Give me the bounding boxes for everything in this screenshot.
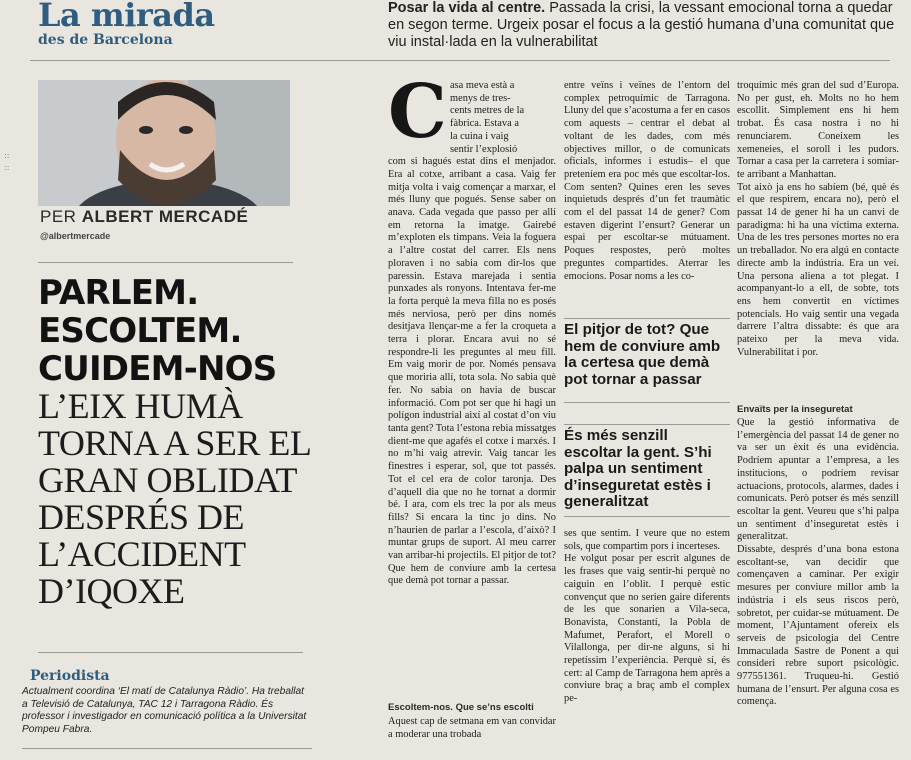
headline-bold-line: CUIDEM-NOS xyxy=(38,349,277,389)
pullquote-1: El pitjor de tot? Que hem de conviure amb la certesa que demà pot tornar a passar xyxy=(564,321,721,388)
kicker xyxy=(388,0,898,51)
body-column-1-continued: Aquest cap de setmana em van convidar a moderar una trobada xyxy=(388,716,556,740)
subhead-escoltem: Escoltem-nos. Que se’ns escolti xyxy=(388,702,534,713)
pullquote-rule xyxy=(564,424,730,425)
bio-rule xyxy=(38,652,303,653)
gutter-marks: :: :: xyxy=(4,151,10,172)
body-column-3: troquímic més gran del sud d’Europa. No per gust, eh. Molts no ho hem escollit. Simplement ens hi hem trobat. És casa nostra i no hi renunciarem. Coneixem les xemeneies, el soroll i les pudors. Tornar a casa per la carretera i somiar-te arribant a Manhattan. Tot això ja ens ho sabíem (bé, què és el que respirem, encara no), però el passat 14 de gener hi ha un canvi de paradigma: hi ha una víctima externa. Una de les tres persones mortes no era un treballador. No era algú en contacte directe amb la indústria. Era un veí. Una persona aliena a tot plegat. I acompanyant-lo a ell, de sobte, tots ens hem convertit en víctimes potencials. Ho vaig sentir una vegada darrere l’altra dissabte: és que ara pateixo per la meva vida. Vulnerabilitat i por. xyxy=(737,80,899,358)
body-text: com si hagués estat dins el menjador. Era al cotxe, arribant a casa. Vaig fer mitja volta i vaig començar a marxar, el més lluny que pogués. Sense saber on anava. Cada vegada que passo per allí em retorna la imatge. Gairebé m’exploten els timpans. Veia la foguera a l’altre costat del carrer. Els nens ploraven i no sabia com dir-los que paressin. Estava marejada i sentia punxades als ronyons. Intentava fer-me la forta perquè la meva filla no es posés més nerviosa, però per dins només desitjava llençar-me a fer la croqueta a terra i plorar. Encara avui no sé respondre-li les preguntes al meu fill. Em vaig morir de por. Només pensava que moriria allí, tota sola. No sabia què fer. No sabia on havia de buscar informació. Com pot ser que hi hagi un polígon industrial així al costat d’on viu tanta gent? Tota l’estona rebia missatges dient-me que agafés el cotxe i marxés. I no m’hi vaig atrevir. Vaig tancar les finestres i esperar, sol, que tot passés. Tot el cel era de color taronja. Des d’aquell dia que no he tornat a dormir bé. I ara, com els trec la por als meus fills? Si encara la tinc jo dins. No n’haurien de parlar a l’escola, d’això? I muntar grups de suport. Al meu carrer van arribar-hi projectils. El pitjor de tot? Que hem de conviure amb la certesa que demà pot tornar a passar. xyxy=(388,156,557,587)
body-column-3-continued: Que la gestió informativa de l’emergència del passat 14 de gener no va ser un èxit és una evidència. Podríem apuntar a l’empresa, a les institucions, o podríem revisar actuacions, protocols, alarmes, dades i comunicats. Però potser és més senzill escoltar la gent. Veureu que s’hi palpa un sentiment d’inseguretat estès i generalitzat. Dissabte, després d’una bona estona escoltant-se, van decidir que començaven a caminar. Per exigir mesures per conviure millor amb la indústria i els seus riscos però, sobretot, per cuidar-se mútuament. De moment, l’Ajuntament ofereix els serveis de psicologia del Centre Immaculada Sastre de Ponent a qui consideri rebre suport psicològic. 977551361. Truqueu-hi. Gestió humana de l’ensurt. Per alguna cosa es comença. xyxy=(737,417,899,708)
body-column-2-continued: ses que sentim. I veure que no estem sols, que compartim pors i incerteses. He volgut posar per escrit algunes de les frases que vaig sentir-hi perquè no caiguin en l’oblit. I perquè estic convençut que no serien gaire diferents de les que sonarien a Vila-seca, Bonavista, Constantí, la Pobla de Mafumet, Perafort, el Morell o Vilallonga, per dir-ne alguns, si hi repetíssim l’experiència. Perquè sí, és cert: al Camp de Tarragona hem après a conviure braç a braç amb el complex pe- xyxy=(564,528,730,705)
pullquote-rule xyxy=(564,318,730,319)
pullquote-rule xyxy=(564,516,730,517)
author-byline xyxy=(40,207,248,227)
headline-light-line: TORNA A SER EL xyxy=(38,423,312,463)
header-rule xyxy=(30,60,890,61)
section-subtitle: des de Barcelona xyxy=(38,32,173,48)
pullquote-rule xyxy=(564,402,730,403)
bio-title: Periodista xyxy=(30,668,110,684)
kicker-lead: Posar la vida al centre. xyxy=(388,0,546,16)
headline-bold-line: ESCOLTEM. xyxy=(38,311,242,351)
bio-text: Actualment coordina ‘El matí de Catalunya Ràdio’. Ha treballat a Televisió de Catalunya, TAC 12 i Tarragona Ràdio. És professor i investigador en comunicació política a la Universitat Pompeu Fabra. xyxy=(22,686,307,735)
author-photo xyxy=(38,80,290,206)
dropcap-lines: asa meva està a menys de tres- cents metres de la fàbrica. Estava a la cuina i vaig sentir l’explosió xyxy=(450,80,525,155)
headline-light-line: D’IQOXE xyxy=(38,571,185,611)
byline-rule xyxy=(38,262,293,263)
headline-light-line: L’ACCIDENT xyxy=(38,534,246,574)
kicker-text: Passada la crisi, la vessant emocional torna a quedar en segon terme. Urgeix posar el focus a la gestió humana d’una comunitat que viu instal·lada en la vulnerabilitat xyxy=(388,0,895,50)
subhead-envaits: Envaïts per la inseguretat xyxy=(737,404,853,415)
headline-light-line: DESPRÉS DE xyxy=(38,497,245,537)
headline-bold-line: PARLEM. xyxy=(38,273,199,313)
section-title: La mirada xyxy=(38,0,215,34)
body-column-1 xyxy=(388,69,557,588)
pullquote-2: És més senzill escoltar la gent. S’hi palpa un sentiment d’inseguretat estès i generalitzat xyxy=(564,427,712,510)
author-name: ALBERT MERCADÉ xyxy=(81,207,249,226)
dropcap-box xyxy=(388,69,447,155)
byline-prefix: PER xyxy=(40,207,77,226)
section-masthead xyxy=(38,0,215,48)
headline xyxy=(38,274,358,610)
bio-bottom-rule xyxy=(22,748,312,749)
author-handle: @albertmercade xyxy=(40,231,111,241)
dropcap: C xyxy=(388,69,447,155)
body-column-2: entre veïns i veïnes de l’entorn del complex petroquímic de Tarragona. Lluny del que s’acostuma a fer en casos com aquests – centrar el debat al voltant de les dades, com més objectives millor, o de comunicats oficials, informes i estudis– el que preteníem era poc més que escoltar-los. Com senten? Quines eren les seves inquietuds després d’un fet traumàtic com el del passat 14 de gener? Com estaven digerint l’ensurt? Generar un espai per escoltar-se mútuament. Poques respostes, però moltes preguntes compartides. Aterrar les emocions. Posar noms a les co- xyxy=(564,80,730,282)
headline-light-line: L’EIX HUMÀ xyxy=(38,386,243,426)
author-portrait-image xyxy=(38,80,290,206)
headline-light-line: GRAN OBLIDAT xyxy=(38,460,297,500)
